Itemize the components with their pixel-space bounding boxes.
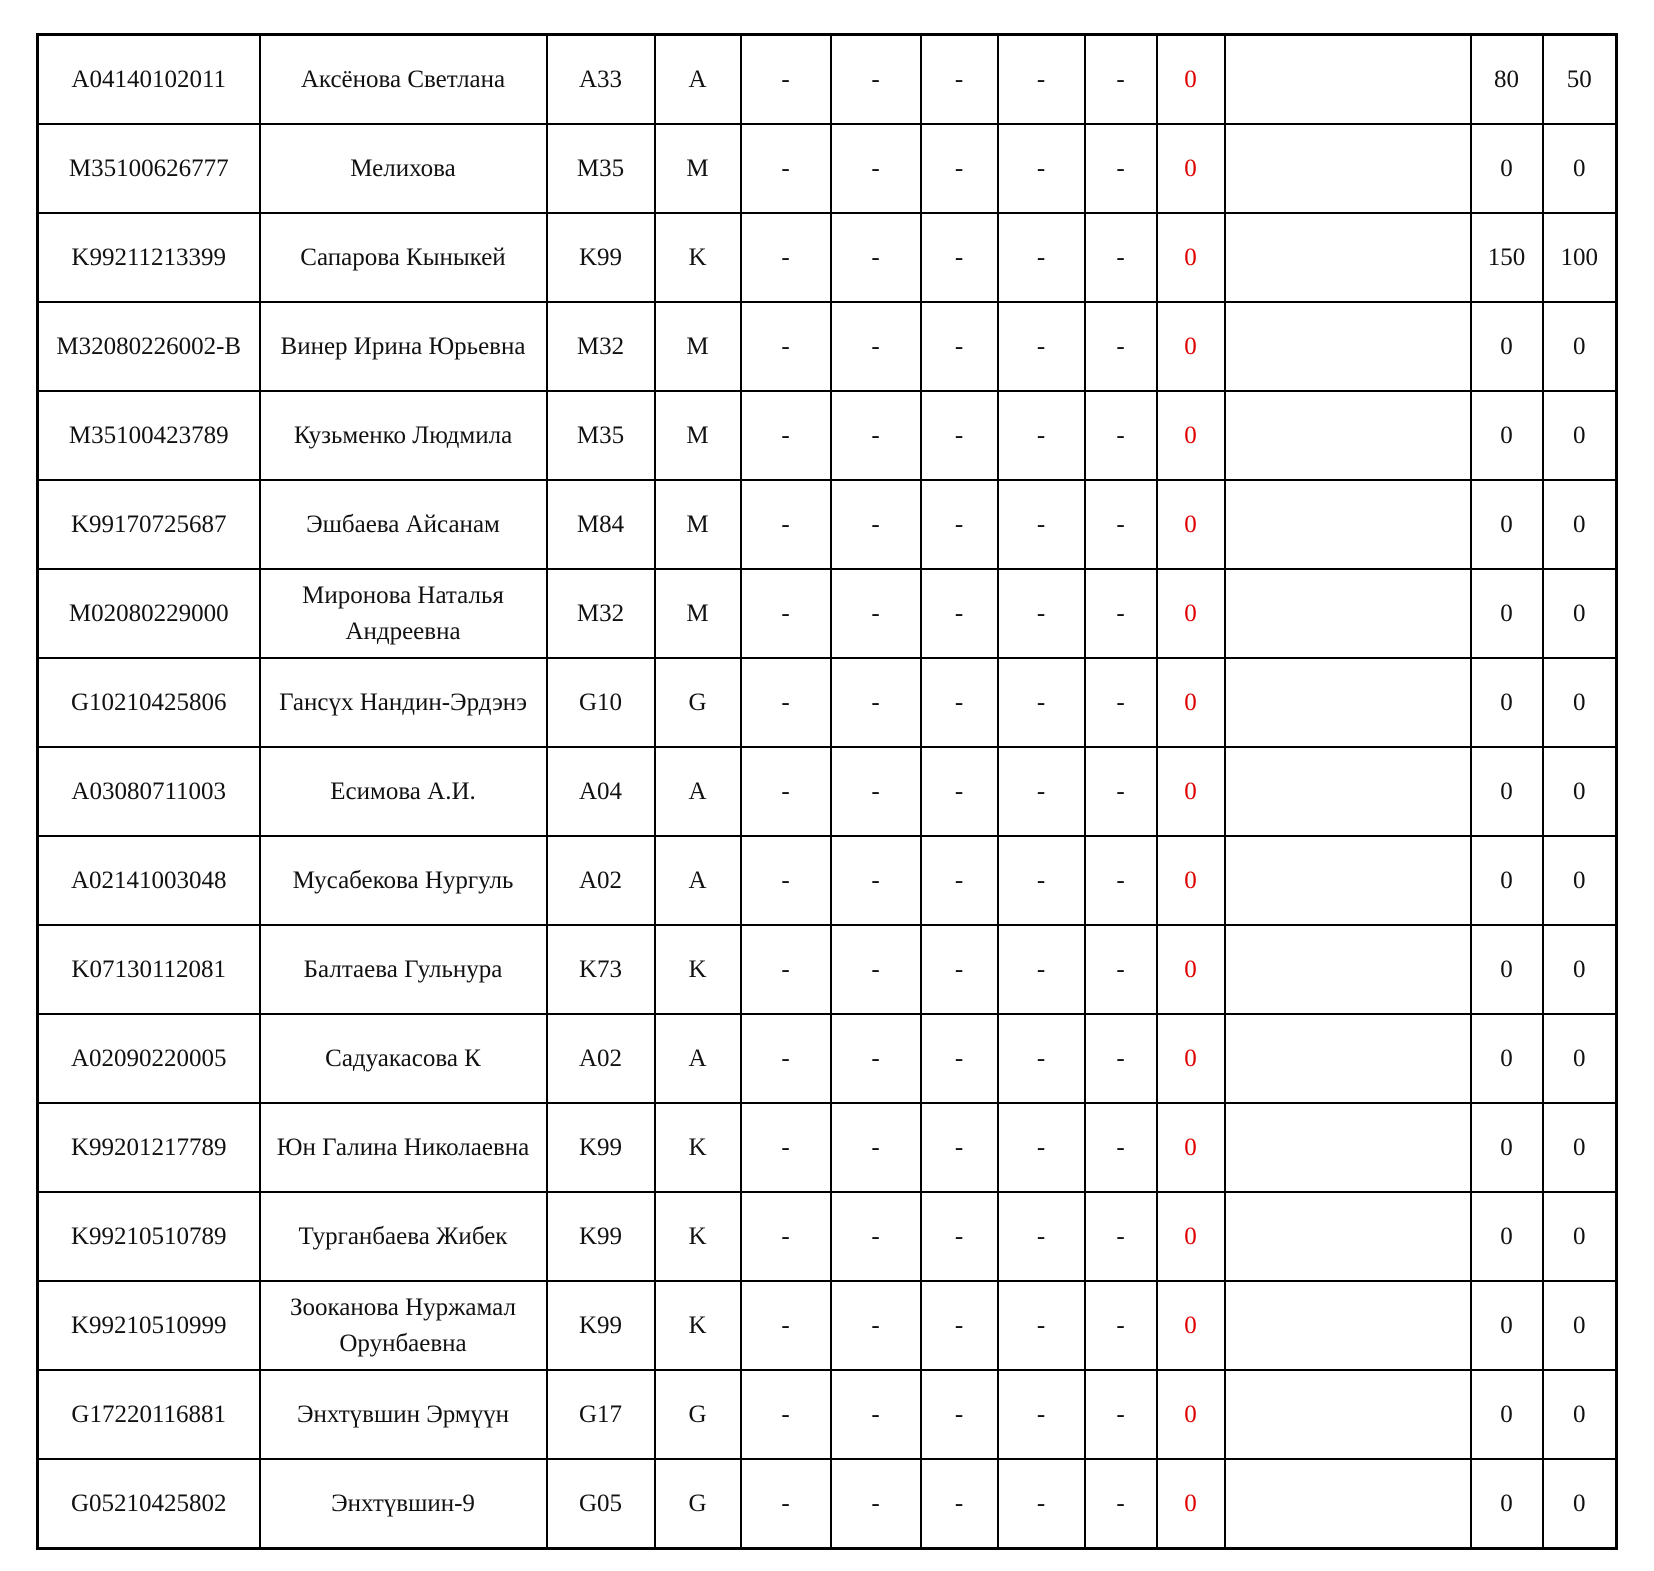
empty-score-cell: - — [831, 569, 921, 658]
empty-score-cell: - — [741, 213, 831, 302]
table-row — [38, 1014, 1617, 1103]
participant-id-cell: A02141003048 — [38, 836, 260, 925]
class-code-cell: K99 — [547, 213, 655, 302]
participant-name-cell — [260, 925, 547, 1014]
empty-score-cell: - — [921, 836, 998, 925]
empty-score-cell: - — [998, 1103, 1085, 1192]
value-1-cell: 0 — [1471, 1459, 1543, 1549]
note-cell — [1225, 1014, 1471, 1103]
participant-name: Винер Ирина Юрьевна — [280, 332, 526, 360]
empty-score-cell: - — [831, 1281, 921, 1370]
empty-score-cell: - — [1085, 1014, 1157, 1103]
empty-score-cell: - — [831, 124, 921, 213]
group-letter-cell: M — [655, 391, 741, 480]
participant-name: Турганбаева Жибек — [298, 1222, 508, 1250]
empty-score-cell: - — [831, 747, 921, 836]
table-row — [38, 391, 1617, 480]
empty-score-cell: - — [831, 1370, 921, 1459]
empty-score-cell: - — [921, 1014, 998, 1103]
table-row — [38, 124, 1617, 213]
group-letter-cell: A — [655, 836, 741, 925]
empty-score-cell: - — [998, 569, 1085, 658]
total-zero-cell: 0 — [1157, 480, 1225, 569]
class-code-cell: G10 — [547, 658, 655, 747]
participant-name-cell — [260, 1281, 547, 1370]
participant-id-cell: M02080229000 — [38, 569, 260, 658]
value-2-cell: 0 — [1543, 658, 1617, 747]
group-letter-cell: K — [655, 925, 741, 1014]
empty-score-cell: - — [998, 658, 1085, 747]
note-cell — [1225, 569, 1471, 658]
empty-score-cell: - — [1085, 747, 1157, 836]
group-letter-cell: K — [655, 1103, 741, 1192]
participant-name: Энхтүвшин Эрмүүн — [296, 1400, 510, 1428]
empty-score-cell: - — [831, 480, 921, 569]
group-letter-cell: K — [655, 1281, 741, 1370]
empty-score-cell: - — [1085, 480, 1157, 569]
class-code-cell: M35 — [547, 391, 655, 480]
group-letter-cell: A — [655, 35, 741, 125]
empty-score-cell: - — [1085, 1459, 1157, 1549]
empty-score-cell: - — [741, 124, 831, 213]
value-1-cell: 0 — [1471, 569, 1543, 658]
total-zero-cell: 0 — [1157, 35, 1225, 125]
total-zero-cell: 0 — [1157, 1103, 1225, 1192]
table-row — [38, 302, 1617, 391]
value-2-cell: 0 — [1543, 1370, 1617, 1459]
empty-score-cell: - — [1085, 1103, 1157, 1192]
value-1-cell: 0 — [1471, 836, 1543, 925]
empty-score-cell: - — [998, 302, 1085, 391]
total-zero-cell: 0 — [1157, 658, 1225, 747]
empty-score-cell: - — [921, 302, 998, 391]
empty-score-cell: - — [921, 35, 998, 125]
participant-name: Эшбаева Айсанам — [306, 510, 500, 538]
empty-score-cell: - — [998, 391, 1085, 480]
group-letter-cell: M — [655, 302, 741, 391]
participant-name-cell — [260, 1014, 547, 1103]
total-zero-cell: 0 — [1157, 213, 1225, 302]
total-zero-cell: 0 — [1157, 1281, 1225, 1370]
note-cell — [1225, 302, 1471, 391]
value-1-cell: 0 — [1471, 925, 1543, 1014]
value-2-cell: 0 — [1543, 124, 1617, 213]
group-letter-cell: G — [655, 1370, 741, 1459]
group-letter-cell: K — [655, 213, 741, 302]
class-code-cell: M35 — [547, 124, 655, 213]
empty-score-cell: - — [921, 213, 998, 302]
participant-name-cell — [260, 391, 547, 480]
table-row — [38, 1370, 1617, 1459]
value-1-cell: 0 — [1471, 1192, 1543, 1281]
empty-score-cell: - — [741, 1192, 831, 1281]
table-row — [38, 1459, 1617, 1549]
participant-name-cell — [260, 747, 547, 836]
group-letter-cell: M — [655, 124, 741, 213]
participant-name-cell — [260, 1370, 547, 1459]
empty-score-cell: - — [831, 391, 921, 480]
empty-score-cell: - — [741, 302, 831, 391]
value-1-cell: 0 — [1471, 391, 1543, 480]
participant-name: Есимова А.И. — [330, 777, 476, 805]
empty-score-cell: - — [741, 1281, 831, 1370]
empty-score-cell: - — [998, 213, 1085, 302]
empty-score-cell: - — [921, 1370, 998, 1459]
value-2-cell: 0 — [1543, 480, 1617, 569]
participant-name: Мелихова — [350, 154, 456, 182]
empty-score-cell: - — [1085, 925, 1157, 1014]
value-1-cell: 0 — [1471, 1281, 1543, 1370]
empty-score-cell: - — [921, 747, 998, 836]
value-2-cell: 0 — [1543, 836, 1617, 925]
value-2-cell: 50 — [1543, 35, 1617, 125]
total-zero-cell: 0 — [1157, 569, 1225, 658]
participant-id-cell: A04140102011 — [38, 35, 260, 125]
class-code-cell: M32 — [547, 569, 655, 658]
group-letter-cell: G — [655, 1459, 741, 1549]
participant-name-cell — [260, 124, 547, 213]
participant-name: Мусабекова Нургуль — [292, 866, 514, 894]
empty-score-cell: - — [921, 480, 998, 569]
table-row — [38, 836, 1617, 925]
empty-score-cell: - — [1085, 658, 1157, 747]
class-code-cell: G05 — [547, 1459, 655, 1549]
group-letter-cell: A — [655, 747, 741, 836]
empty-score-cell: - — [831, 658, 921, 747]
participant-name: Сапарова Кыныкей — [300, 243, 506, 271]
class-code-cell: K99 — [547, 1281, 655, 1370]
empty-score-cell: - — [741, 747, 831, 836]
participant-id-cell: G10210425806 — [38, 658, 260, 747]
value-1-cell: 0 — [1471, 124, 1543, 213]
empty-score-cell: - — [998, 35, 1085, 125]
value-1-cell: 150 — [1471, 213, 1543, 302]
empty-score-cell: - — [831, 836, 921, 925]
table-row — [38, 1192, 1617, 1281]
empty-score-cell: - — [921, 1459, 998, 1549]
note-cell — [1225, 925, 1471, 1014]
value-2-cell: 0 — [1543, 302, 1617, 391]
participant-name: Зооканова Нуржамал Орунбаевна — [290, 1293, 516, 1357]
empty-score-cell: - — [921, 569, 998, 658]
empty-score-cell: - — [998, 836, 1085, 925]
participant-id-cell: G05210425802 — [38, 1459, 260, 1549]
participant-name-cell — [260, 569, 547, 658]
class-code-cell: M32 — [547, 302, 655, 391]
empty-score-cell: - — [921, 925, 998, 1014]
empty-score-cell: - — [1085, 836, 1157, 925]
empty-score-cell: - — [921, 124, 998, 213]
note-cell — [1225, 1370, 1471, 1459]
value-2-cell: 0 — [1543, 391, 1617, 480]
table-row — [38, 213, 1617, 302]
group-letter-cell: G — [655, 658, 741, 747]
class-code-cell: M84 — [547, 480, 655, 569]
note-cell — [1225, 1192, 1471, 1281]
total-zero-cell: 0 — [1157, 1459, 1225, 1549]
participant-name: Садуакасова К — [325, 1044, 481, 1072]
participant-id-cell: M35100423789 — [38, 391, 260, 480]
value-1-cell: 0 — [1471, 480, 1543, 569]
note-cell — [1225, 124, 1471, 213]
value-2-cell: 0 — [1543, 1459, 1617, 1549]
empty-score-cell: - — [998, 1192, 1085, 1281]
empty-score-cell: - — [921, 391, 998, 480]
value-2-cell: 0 — [1543, 1103, 1617, 1192]
participant-id-cell: A03080711003 — [38, 747, 260, 836]
table-body — [38, 35, 1617, 1549]
value-2-cell: 0 — [1543, 1281, 1617, 1370]
total-zero-cell: 0 — [1157, 747, 1225, 836]
empty-score-cell: - — [831, 1459, 921, 1549]
empty-score-cell: - — [1085, 302, 1157, 391]
participant-id-cell: K99210510789 — [38, 1192, 260, 1281]
value-1-cell: 0 — [1471, 658, 1543, 747]
participant-name: Энхтүвшин-9 — [331, 1489, 475, 1517]
participant-name: Балтаева Гульнура — [303, 955, 503, 983]
empty-score-cell: - — [1085, 1281, 1157, 1370]
empty-score-cell: - — [831, 213, 921, 302]
table-row — [38, 658, 1617, 747]
empty-score-cell: - — [831, 302, 921, 391]
empty-score-cell: - — [1085, 213, 1157, 302]
participant-name-cell — [260, 1103, 547, 1192]
empty-score-cell: - — [741, 391, 831, 480]
table-row — [38, 747, 1617, 836]
empty-score-cell: - — [998, 1014, 1085, 1103]
participant-name-cell — [260, 302, 547, 391]
empty-score-cell: - — [998, 925, 1085, 1014]
participant-name: Аксёнова Светлана — [300, 65, 506, 93]
table-row — [38, 1281, 1617, 1370]
participant-id-cell: M35100626777 — [38, 124, 260, 213]
participant-name-cell — [260, 213, 547, 302]
empty-score-cell: - — [1085, 569, 1157, 658]
value-1-cell: 0 — [1471, 747, 1543, 836]
empty-score-cell: - — [921, 658, 998, 747]
empty-score-cell: - — [741, 1370, 831, 1459]
total-zero-cell: 0 — [1157, 836, 1225, 925]
note-cell — [1225, 1281, 1471, 1370]
class-code-cell: A02 — [547, 836, 655, 925]
note-cell — [1225, 480, 1471, 569]
value-2-cell: 0 — [1543, 569, 1617, 658]
note-cell — [1225, 747, 1471, 836]
value-1-cell: 0 — [1471, 1370, 1543, 1459]
empty-score-cell: - — [831, 925, 921, 1014]
empty-score-cell: - — [998, 747, 1085, 836]
table-row — [38, 480, 1617, 569]
participant-name-cell — [260, 1459, 547, 1549]
empty-score-cell: - — [831, 1192, 921, 1281]
class-code-cell: G17 — [547, 1370, 655, 1459]
empty-score-cell: - — [1085, 1192, 1157, 1281]
note-cell — [1225, 35, 1471, 125]
note-cell — [1225, 836, 1471, 925]
participant-id-cell: G17220116881 — [38, 1370, 260, 1459]
participant-name-cell — [260, 35, 547, 125]
total-zero-cell: 0 — [1157, 302, 1225, 391]
participant-name: Гансүх Нандин-Эрдэнэ — [279, 688, 527, 716]
total-zero-cell: 0 — [1157, 1192, 1225, 1281]
note-cell — [1225, 1103, 1471, 1192]
empty-score-cell: - — [831, 1014, 921, 1103]
empty-score-cell: - — [998, 1281, 1085, 1370]
group-letter-cell: A — [655, 1014, 741, 1103]
value-1-cell: 0 — [1471, 1014, 1543, 1103]
participant-id-cell: K99211213399 — [38, 213, 260, 302]
empty-score-cell: - — [921, 1103, 998, 1192]
empty-score-cell: - — [998, 1459, 1085, 1549]
group-letter-cell: M — [655, 569, 741, 658]
participant-id-cell: K07130112081 — [38, 925, 260, 1014]
empty-score-cell: - — [1085, 35, 1157, 125]
empty-score-cell: - — [741, 569, 831, 658]
empty-score-cell: - — [741, 836, 831, 925]
empty-score-cell: - — [741, 1103, 831, 1192]
empty-score-cell: - — [998, 480, 1085, 569]
value-1-cell: 80 — [1471, 35, 1543, 125]
total-zero-cell: 0 — [1157, 925, 1225, 1014]
total-zero-cell: 0 — [1157, 124, 1225, 213]
note-cell — [1225, 658, 1471, 747]
class-code-cell: K99 — [547, 1103, 655, 1192]
participant-name: Миронова Наталья Андреевна — [302, 581, 504, 645]
participant-id-cell: M32080226002-B — [38, 302, 260, 391]
results-table — [36, 33, 1618, 1550]
empty-score-cell: - — [831, 1103, 921, 1192]
total-zero-cell: 0 — [1157, 391, 1225, 480]
empty-score-cell: - — [1085, 1370, 1157, 1459]
participant-id-cell: K99210510999 — [38, 1281, 260, 1370]
participant-id-cell: K99201217789 — [38, 1103, 260, 1192]
value-2-cell: 0 — [1543, 1014, 1617, 1103]
class-code-cell: K73 — [547, 925, 655, 1014]
empty-score-cell: - — [998, 1370, 1085, 1459]
total-zero-cell: 0 — [1157, 1014, 1225, 1103]
table-row — [38, 1103, 1617, 1192]
empty-score-cell: - — [921, 1281, 998, 1370]
empty-score-cell: - — [921, 1192, 998, 1281]
empty-score-cell: - — [998, 124, 1085, 213]
class-code-cell: A04 — [547, 747, 655, 836]
empty-score-cell: - — [741, 925, 831, 1014]
participant-name-cell — [260, 836, 547, 925]
participant-name: Кузьменко Людмила — [293, 421, 513, 449]
empty-score-cell: - — [741, 658, 831, 747]
participant-id-cell: A02090220005 — [38, 1014, 260, 1103]
empty-score-cell: - — [741, 480, 831, 569]
class-code-cell: A33 — [547, 35, 655, 125]
class-code-cell: A02 — [547, 1014, 655, 1103]
table-row — [38, 925, 1617, 1014]
note-cell — [1225, 1459, 1471, 1549]
empty-score-cell: - — [741, 35, 831, 125]
empty-score-cell: - — [831, 35, 921, 125]
empty-score-cell: - — [1085, 124, 1157, 213]
empty-score-cell: - — [1085, 391, 1157, 480]
participant-id-cell: K99170725687 — [38, 480, 260, 569]
total-zero-cell: 0 — [1157, 1370, 1225, 1459]
group-letter-cell: M — [655, 480, 741, 569]
empty-score-cell: - — [741, 1014, 831, 1103]
participant-name-cell — [260, 1192, 547, 1281]
value-1-cell: 0 — [1471, 302, 1543, 391]
value-2-cell: 0 — [1543, 747, 1617, 836]
participant-name-cell — [260, 480, 547, 569]
class-code-cell: K99 — [547, 1192, 655, 1281]
note-cell — [1225, 213, 1471, 302]
note-cell — [1225, 391, 1471, 480]
value-2-cell: 0 — [1543, 1192, 1617, 1281]
table-row — [38, 35, 1617, 125]
value-1-cell: 0 — [1471, 1103, 1543, 1192]
table-row — [38, 569, 1617, 658]
group-letter-cell: K — [655, 1192, 741, 1281]
value-2-cell: 0 — [1543, 925, 1617, 1014]
value-2-cell: 100 — [1543, 213, 1617, 302]
participant-name: Юн Галина Николаевна — [276, 1133, 530, 1161]
empty-score-cell: - — [741, 1459, 831, 1549]
participant-name-cell — [260, 658, 547, 747]
